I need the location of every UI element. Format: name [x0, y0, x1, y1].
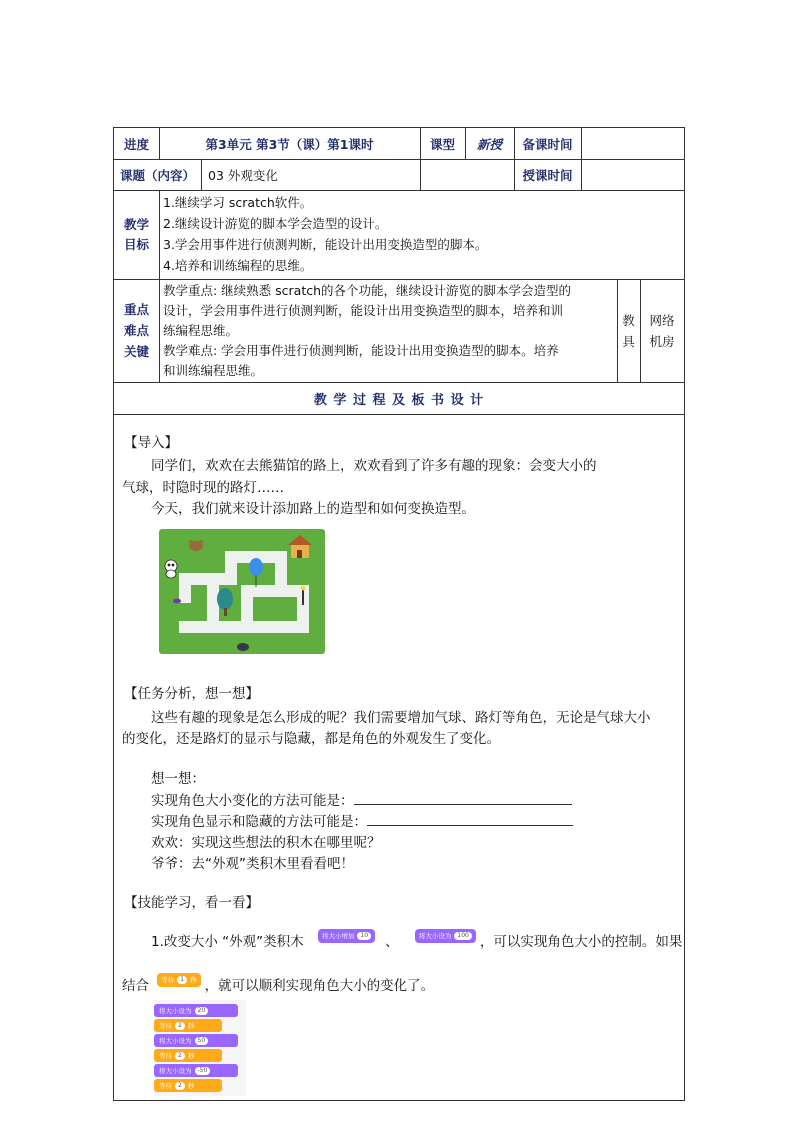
row-divider	[114, 279, 684, 280]
process-title: 教 学 过 程 及 板 书 设 计	[313, 392, 485, 408]
key-points-line: 教学重点: 继续熟悉 scratch的各个功能，继续设计游览的脚本学会造型的	[163, 283, 572, 298]
block-label: 等待	[159, 1082, 172, 1090]
block-unit: 秒	[187, 1052, 195, 1060]
objective-item: 4.培养和训练编程的思维。	[163, 258, 313, 273]
block-value: 20	[195, 1007, 209, 1015]
script-block	[154, 1049, 222, 1062]
skill-text: 1.改变大小 “外观”类积木	[151, 934, 304, 950]
answer-blank-size[interactable]	[354, 791, 572, 805]
key-points-line: 和训练编程思维。	[163, 363, 264, 378]
objective-item: 1.继续学习 scratch软件。	[163, 195, 313, 210]
teach-time-label: 授课时间	[522, 167, 573, 183]
skill-text: 结合	[122, 978, 149, 994]
analysis-heading: 【任务分析，想一想】	[124, 686, 259, 702]
key-points-text	[163, 281, 615, 381]
script-stack	[154, 1000, 246, 1096]
objectives-label-line: 教学	[123, 216, 149, 232]
objective-item: 3.学会用事件进行侦测判断，能设计出用变换造型的脚本。	[163, 237, 488, 252]
key-points-line: 练编程思维。	[163, 323, 239, 338]
key-points-label-line: 重点	[123, 302, 149, 317]
block-label: 将大小增加	[321, 932, 355, 940]
block-value: 2	[175, 1052, 185, 1060]
intro-line: 同学们，欢欢在去熊猫馆的路上，欢欢看到了许多有趣的现象：会变大小的	[151, 458, 597, 474]
prep-time-label: 备课时间	[522, 136, 573, 152]
block-value: 1	[177, 976, 187, 984]
script-block	[154, 1079, 222, 1092]
set-size-block	[415, 929, 476, 943]
block-value: 2	[175, 1022, 185, 1030]
block-unit: 秒	[187, 1022, 195, 1030]
block-label: 将大小设为	[418, 932, 452, 940]
maze-scene-image	[159, 529, 325, 654]
question-size-text: 实现角色大小变化的方法可能是：	[151, 793, 354, 809]
skill-line-1	[151, 932, 682, 952]
script-block	[154, 1064, 238, 1077]
block-label: 将大小设为	[159, 1067, 192, 1075]
question-visibility-text: 实现角色显示和隐藏的方法可能是：	[151, 814, 367, 830]
block-label: 将大小设为	[159, 1037, 192, 1045]
block-value: 10	[357, 932, 371, 940]
teaching-tools-value	[640, 279, 684, 382]
objective-item: 2.继续设计游览的脚本学会造型的设计。	[163, 216, 388, 231]
bug-icon	[173, 599, 181, 604]
block-value: 50	[195, 1037, 209, 1045]
answer-blank-visibility[interactable]	[367, 812, 573, 826]
key-points-line: 教学难点: 学会用事件进行侦测判断，能设计出用变换造型的脚本。培养	[163, 343, 559, 358]
question-visibility	[151, 812, 573, 832]
panda-icon	[165, 560, 177, 578]
row-divider	[114, 414, 684, 415]
intro-line: 今天，我们就来设计添加路上的造型和如何变换造型。	[151, 501, 475, 517]
script-block	[154, 1004, 238, 1017]
block-unit: 秒	[187, 1082, 195, 1090]
prep-time-value	[581, 128, 684, 159]
dialogue-line: 爷爷：去“外观”类积木里看看吧！	[151, 856, 354, 872]
change-size-block	[318, 929, 375, 943]
intro-heading: 【导入】	[124, 435, 178, 451]
teaching-tools-label	[617, 279, 640, 382]
block-value: 2	[175, 1082, 185, 1090]
key-points-line: 设计，学会用事件进行侦测判断，能设计出用变换造型的脚本，培养和训	[163, 303, 564, 318]
dialogue-line: 欢欢：实现这些想法的积木在哪里呢？	[151, 835, 381, 851]
analysis-line: 这些有趣的现象是怎么形成的呢？我们需要增加气球、路灯等角色，无论是气球大小	[151, 710, 651, 726]
think-title: 想一想：	[151, 771, 205, 787]
skill-text: ，就可以顺利实现角色大小的变化了。	[204, 978, 435, 994]
col-divider	[201, 159, 202, 190]
lesson-type-label: 课型	[429, 136, 455, 152]
teaching-tools-value-line: 机房	[649, 333, 675, 349]
analysis-line: 的变化，还是路灯的显示与隐藏，都是角色的外观发生了变化。	[122, 731, 500, 747]
bear-icon	[189, 540, 203, 551]
intro-line: 气球，时隐时现的路灯……	[122, 480, 284, 496]
key-points-label	[114, 279, 159, 382]
wait-block	[157, 973, 200, 987]
objectives-label	[114, 190, 159, 279]
col-divider	[159, 190, 160, 382]
question-size	[151, 791, 572, 811]
rock-icon	[237, 643, 249, 651]
script-block	[154, 1034, 238, 1047]
block-label: 等待	[159, 1052, 172, 1060]
topic-value: 03 外观变化	[208, 167, 278, 183]
skill-text: ，可以实现角色大小的控制。如果	[479, 934, 683, 950]
lesson-type-value: 新授	[476, 136, 502, 152]
teaching-tools-label-line: 教	[622, 312, 635, 328]
topic-label: 课题（内容）	[119, 167, 195, 183]
script-block	[154, 1019, 222, 1032]
teaching-tools-label-line: 具	[622, 333, 635, 349]
lesson-plan-table	[113, 127, 685, 1101]
block-label: 等待	[159, 1022, 172, 1030]
block-value: 100	[454, 932, 471, 940]
progress-value: 第3单元 第3节（课）第1课时	[205, 136, 374, 152]
block-label: 等待	[161, 976, 175, 984]
block-unit: 秒	[190, 976, 197, 984]
skill-separator: 、	[385, 934, 399, 950]
key-points-label-line: 关键	[123, 344, 149, 359]
key-points-label-line: 难点	[123, 323, 149, 338]
teach-time-value	[581, 159, 684, 190]
progress-label: 进度	[123, 136, 149, 152]
maze-scene-svg	[159, 529, 325, 654]
block-value: -50	[195, 1067, 211, 1075]
row-divider	[114, 190, 684, 191]
skill-heading: 【技能学习，看一看】	[124, 895, 259, 911]
block-label: 将大小设为	[159, 1007, 192, 1015]
objectives-label-line: 目标	[123, 236, 149, 252]
teaching-tools-value-line: 网络	[649, 312, 675, 328]
skill-line-2	[122, 976, 434, 996]
objectives-list	[163, 192, 678, 278]
